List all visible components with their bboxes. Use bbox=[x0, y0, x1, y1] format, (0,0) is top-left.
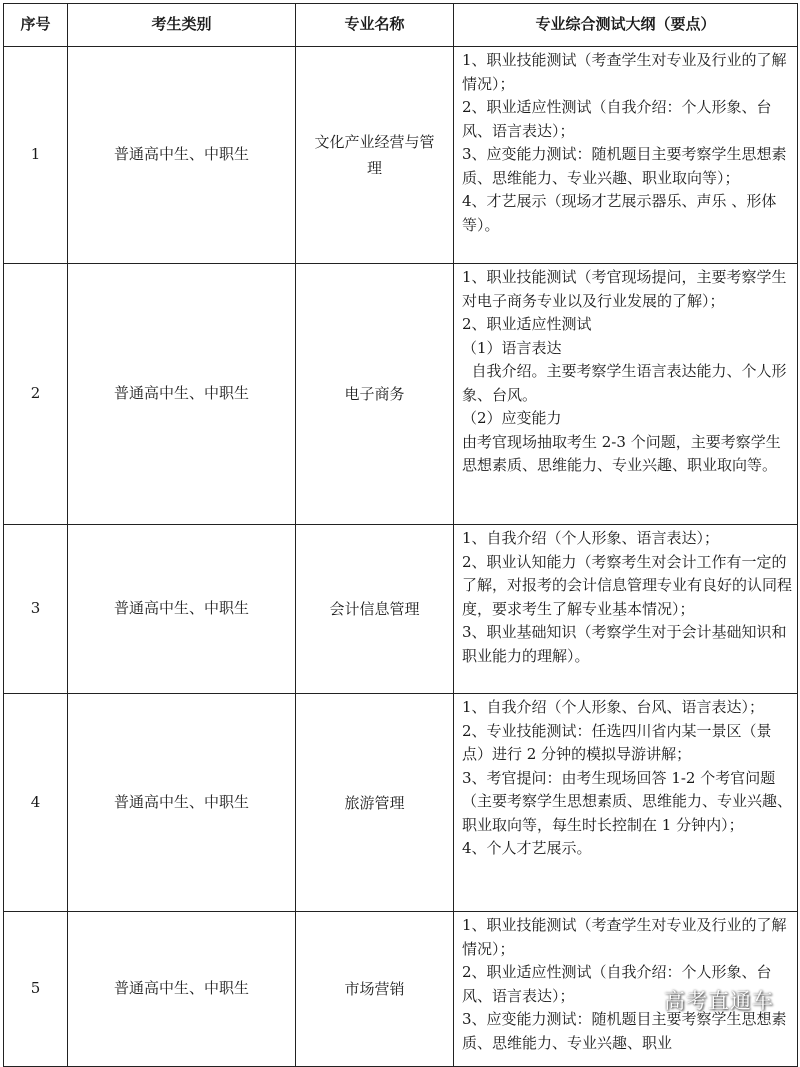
outline-item: 3、考官提问：由考生现场回答 1-2 个考官问题（主要考察学生思想素质、思维能力、专业兴趣、职业取向等，每生时长控制在 1 分钟内）； bbox=[462, 768, 793, 834]
outline-item: 2、专业技能测试：任选四川省内某一景区（景点）进行 2 分钟的模拟导游讲解； bbox=[462, 721, 772, 763]
outline-item: 由考官现场抽取考生 2-3 个问题，主要考察学生思想素质、思维能力、专业兴趣、职业取向等。 bbox=[462, 432, 781, 474]
outline-item: 3、应变能力测试：随机题目主要考察学生思想素质、思维能力、专业兴趣、职业取向等）； bbox=[462, 145, 787, 187]
exam-outline-table bbox=[3, 3, 798, 1067]
header-outline: 专业综合测试大纲（要点） bbox=[454, 4, 798, 47]
outline-item: 3、应变能力测试：随机题目主要考察学生思想素质、思维能力、专业兴趣、职业 bbox=[462, 1010, 787, 1052]
outline-item: 2、职业适应性测试（自我介绍：个人形象、台风、语言表达）； bbox=[462, 963, 772, 1005]
outline-item: 4、个人才艺展示。 bbox=[462, 839, 592, 857]
outline-item: 2、职业适应性测试（自我介绍：个人形象、台风、语言表达）； bbox=[462, 98, 772, 140]
table-row bbox=[4, 525, 798, 694]
row-major: 会计信息管理 bbox=[296, 525, 454, 694]
outline-item: 4、才艺展示（现场才艺展示器乐、声乐 、形体等）。 bbox=[462, 192, 777, 234]
table-row bbox=[4, 47, 798, 264]
row-number: 4 bbox=[4, 694, 68, 912]
header-number: 序号 bbox=[4, 4, 68, 47]
row-major: 电子商务 bbox=[296, 264, 454, 525]
outline-item: 1、自我介绍（个人形象、语言表达）； bbox=[462, 529, 720, 547]
outline-item: （1）语言表达 bbox=[462, 338, 562, 357]
table-row bbox=[4, 694, 798, 912]
row-number: 1 bbox=[4, 47, 68, 264]
outline-item: 2、职业认知能力（考察考生对会计工作有一定的了解，对报考的会计信息管理专业有良好的认同程度，要求考生了解专业基本情况）； bbox=[462, 552, 793, 618]
outline-item: （2）应变能力 bbox=[462, 409, 562, 427]
header-category: 考生类别 bbox=[68, 4, 296, 47]
row-outline bbox=[454, 47, 798, 264]
table-row bbox=[4, 264, 798, 525]
row-outline bbox=[454, 264, 798, 525]
row-category: 普通高中生、中职生 bbox=[68, 47, 296, 264]
row-number: 2 bbox=[4, 264, 68, 525]
row-major: 市场营销 bbox=[296, 912, 454, 1067]
outline-item: 1、职业技能测试（考查学生对专业及行业的了解情况）； bbox=[462, 916, 787, 958]
outline-item: 3、职业基础知识（考察学生对于会计基础知识和职业能力的理解）。 bbox=[462, 623, 787, 665]
outline-item: 1、职业技能测试（考查学生对专业及行业的了解情况）； bbox=[462, 51, 787, 93]
header-major: 专业名称 bbox=[296, 4, 454, 47]
outline-item: 自我介绍。主要考察学生语言表达能力、个人形象、台风。 bbox=[462, 362, 787, 404]
row-number: 3 bbox=[4, 525, 68, 694]
row-number: 5 bbox=[4, 912, 68, 1067]
row-outline bbox=[454, 525, 798, 694]
row-major: 旅游管理 bbox=[296, 694, 454, 912]
table-header-row bbox=[4, 4, 798, 47]
outline-item: 1、自我介绍（个人形象、台风、语言表达）； bbox=[462, 698, 765, 716]
row-major: 文化产业经营与管理 bbox=[296, 47, 454, 264]
watermark-text: 高考直通车 bbox=[664, 989, 774, 1013]
row-outline bbox=[454, 694, 798, 912]
row-category: 普通高中生、中职生 bbox=[68, 912, 296, 1067]
outline-item: 2、职业适应性测试 bbox=[462, 315, 592, 333]
row-category: 普通高中生、中职生 bbox=[68, 525, 296, 694]
outline-item: 1、职业技能测试（考官现场提问，主要考察学生对电子商务专业以及行业发展的了解）； bbox=[462, 268, 787, 310]
row-category: 普通高中生、中职生 bbox=[68, 694, 296, 912]
row-category: 普通高中生、中职生 bbox=[68, 264, 296, 525]
